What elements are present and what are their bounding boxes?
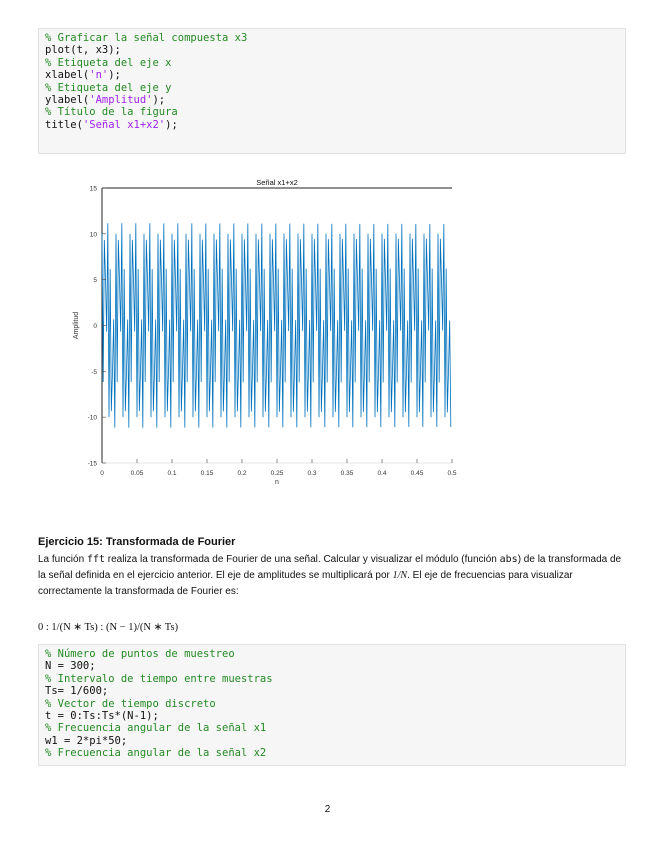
x-tick-label: 0.1 [167, 470, 177, 477]
chart-title: Señal x1+x2 [256, 178, 298, 187]
code-line [45, 722, 619, 734]
y-tick-label: -15 [87, 460, 97, 468]
code-comment: % Etiqueta del eje x [45, 56, 172, 69]
code-string: 'Señal x1+x2' [82, 118, 166, 131]
code-line [45, 648, 619, 660]
code-comment: % Número de puntos de muestreo [45, 648, 235, 660]
y-tick-label: 5 [93, 277, 97, 285]
code-comment: % Intervalo de tiempo entre muestras [45, 672, 273, 685]
signal-line [102, 223, 451, 428]
code-text: w1 = 2*pi*50; [45, 734, 128, 747]
para-text: realiza la transformada de Fourier de una señal. Calcular y visualizar el módulo (función [105, 554, 500, 565]
x-tick-label: 0.05 [130, 470, 144, 477]
code-line [45, 685, 619, 697]
code-line [45, 747, 619, 759]
code-comment: % Graficar la señal compuesta x3 [45, 32, 248, 44]
code-string: 'n' [89, 69, 109, 82]
code-line [45, 660, 619, 672]
x-axis-label: n [275, 479, 279, 486]
para-text: ) de la transformada de la señal definida en el ejercicio anterior. El eje de amplitudes se multiplicará por [38, 554, 622, 581]
x-tick-label: 0 [100, 470, 104, 477]
code-line [45, 735, 619, 747]
y-axis-label: Amplitud [73, 311, 80, 340]
x-tick-label: 0.15 [200, 470, 214, 477]
x-tick-label: 0.3 [307, 470, 317, 477]
code-line [45, 119, 619, 131]
code-text: ); [165, 118, 178, 131]
code-string: 'Amplitud' [89, 93, 153, 106]
x-tick-label: 0.2 [237, 470, 247, 477]
para-text: . El eje de frecuencias para visualizar correctamente la transformada de Fourier es: [38, 570, 573, 597]
y-tick-label: -5 [91, 368, 97, 376]
y-tick-label: 10 [89, 231, 97, 239]
y-tick-label: -10 [87, 414, 97, 422]
inline-math: 1/N [392, 570, 408, 581]
code-text: xlabel( [45, 69, 90, 82]
intro-paragraph [38, 552, 628, 600]
y-tick-label: 15 [89, 185, 97, 193]
code-comment: % Etiqueta del eje y [45, 81, 172, 94]
frequency-axis-formula: 0 : 1/(N ∗ Ts) : (N − 1)/(N ∗ Ts) [38, 622, 179, 633]
code-text: N = 300; [45, 660, 96, 673]
code-text: ); [152, 93, 166, 106]
code-text: ); [108, 69, 121, 82]
x-tick-label: 0.5 [447, 470, 457, 477]
code-line [45, 673, 619, 685]
code-block-signal [38, 644, 626, 766]
code-line [45, 32, 619, 44]
signal-plot [62, 172, 462, 487]
code-line [45, 94, 619, 106]
code-line [45, 698, 619, 710]
code-text: title( [45, 118, 83, 131]
page-number: 2 [324, 804, 331, 815]
code-block-plot [38, 28, 626, 154]
y-tick-label: 0 [93, 323, 97, 330]
code-comment: % Título de la figura [45, 106, 178, 119]
code-comment: % Frecuencia angular de la señal x2 [45, 747, 267, 760]
code-text: ylabel( [45, 93, 90, 106]
x-tick-label: 0.4 [377, 470, 387, 477]
code-text: Ts= 1/600; [45, 685, 109, 698]
code-comment: % Vector de tiempo discreto [45, 697, 216, 710]
x-tick-label: 0.35 [340, 470, 354, 477]
inline-code-abs: abs [499, 554, 518, 565]
code-line [45, 69, 619, 81]
code-line [45, 82, 619, 94]
x-tick-label: 0.25 [270, 470, 284, 477]
code-line [45, 106, 619, 118]
inline-code-fft: fft [86, 554, 105, 565]
x-tick-label: 0.45 [410, 470, 424, 477]
para-text: La función [38, 554, 87, 565]
section-heading: Ejercicio 15: Transformada de Fourier [38, 536, 236, 548]
code-line [45, 710, 619, 722]
code-line [45, 44, 619, 56]
code-comment: % Frecuencia angular de la señal x1 [45, 722, 267, 735]
code-line [45, 57, 619, 69]
code-text: t = 0:Ts:Ts*(N-1); [45, 709, 159, 722]
code-text: plot(t, x3); [45, 44, 121, 57]
